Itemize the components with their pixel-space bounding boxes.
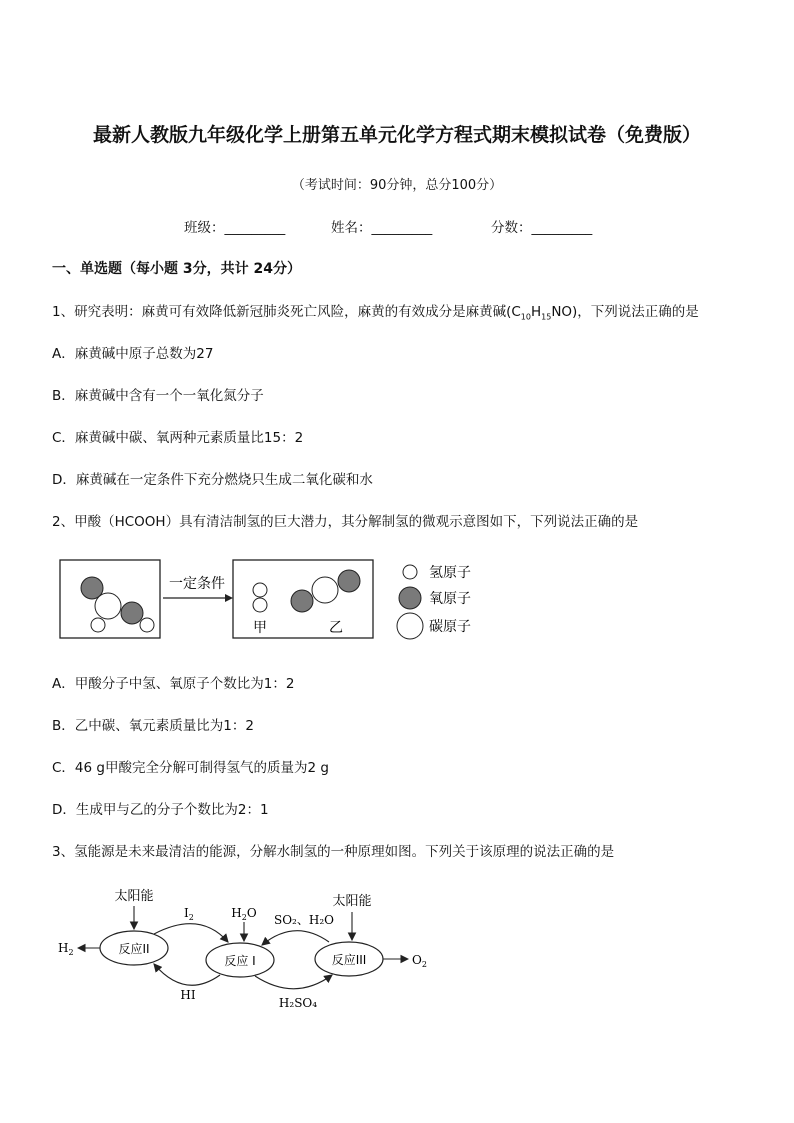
carbon-atom <box>312 577 338 603</box>
sulfuric-acid-flow-arrow <box>255 975 332 989</box>
exam-info: （考试时间：90分钟，总分100分） <box>291 178 503 193</box>
water-splitting-diagram <box>50 880 450 1015</box>
oxygen-atom <box>338 570 360 592</box>
question-1-option-d: D．麻黄碱在一定条件下充分燃烧只生成二氧化碳和水 <box>52 472 373 488</box>
class-field: 班级：_________ <box>184 220 286 236</box>
question-2-option-a: A．甲酸分子中氢、氧原子个数比为1：2 <box>52 676 295 692</box>
hydrogen-atom <box>253 583 267 597</box>
so2-water-flow-arrow <box>262 931 329 945</box>
reaction-3-label: 反应III <box>331 953 367 967</box>
question-2-stem: 2、甲酸（HCOOH）具有清洁制氢的巨大潜力，其分解制氢的微观示意图如下，下列说法正确的是 <box>52 514 639 530</box>
water-input-label: $H_2O$ <box>231 906 257 922</box>
question-2-option-b: B．乙中碳、氧元素质量比为1：2 <box>52 718 254 734</box>
reaction-1-label: 反应 I <box>224 954 256 968</box>
legend-carbon-label: 碳原子 <box>429 619 471 635</box>
reaction-2-label: 反应II <box>118 942 150 956</box>
hydrogen-atom <box>140 618 154 632</box>
solar-energy-left: 太阳能 <box>114 889 154 904</box>
question-1-option-b: B．麻黄碱中含有一个一氧化氮分子 <box>52 388 264 404</box>
hydrogen-atom <box>253 598 267 612</box>
legend-hydrogen-icon <box>403 565 417 579</box>
iodine-flow-arrow <box>154 924 228 942</box>
product-label-jia: 甲 <box>253 620 267 636</box>
question-1-option-a: A．麻黄碱中原子总数为27 <box>52 346 214 362</box>
oxygen-output-label: $O_2$ <box>412 953 427 969</box>
legend-oxygen-label: 氧原子 <box>429 591 471 607</box>
question-2-option-c: C．46 g甲酸完全分解可制得氢气的质量为2 g <box>52 760 329 776</box>
arrowhead-icon <box>225 594 233 602</box>
so2-water-label: SO₂、H₂O <box>274 913 334 927</box>
hydrogen-atom <box>91 618 105 632</box>
page-title: 最新人教版九年级化学上册第五单元化学方程式期末模拟试卷（免费版） <box>92 124 701 146</box>
question-1-option-c: C．麻黄碱中碳、氧两种元素质量比15：2 <box>52 430 304 446</box>
legend-oxygen-icon <box>399 587 421 609</box>
section-heading: 一、单选题（每小题 3分，共计 24分） <box>52 261 301 277</box>
oxygen-atom <box>291 590 313 612</box>
score-field: 分数：_________ <box>491 220 593 236</box>
oxygen-atom <box>121 602 143 624</box>
question-2-option-d: D．生成甲与乙的分子个数比为2：1 <box>52 802 269 818</box>
solar-energy-right: 太阳能 <box>332 894 372 909</box>
reaction-condition: 一定条件 <box>169 576 225 592</box>
iodine-label: $I_2$ <box>184 906 194 922</box>
question-1-stem: 1、研究表明：麻黄可有效降低新冠肺炎死亡风险，麻黄的有效成分是麻黄碱$(C_{10}H_{15}NO)$，下列说法正确的是 <box>52 304 699 322</box>
hi-label: HI <box>180 988 196 1002</box>
legend-hydrogen-label: 氢原子 <box>429 565 471 581</box>
formic-acid-diagram <box>55 552 485 647</box>
question-3-stem: 3、氢能源是未来最清洁的能源，分解水制氢的一种原理如图。下列关于该原理的说法正确的是 <box>52 844 615 860</box>
sulfuric-acid-label: H₂SO₄ <box>278 996 318 1010</box>
product-label-yi: 乙 <box>329 620 343 636</box>
carbon-atom <box>95 593 121 619</box>
name-field: 姓名：_________ <box>331 220 433 236</box>
hydrogen-output-label: $H_2$ <box>58 941 74 957</box>
legend-carbon-icon <box>397 613 423 639</box>
